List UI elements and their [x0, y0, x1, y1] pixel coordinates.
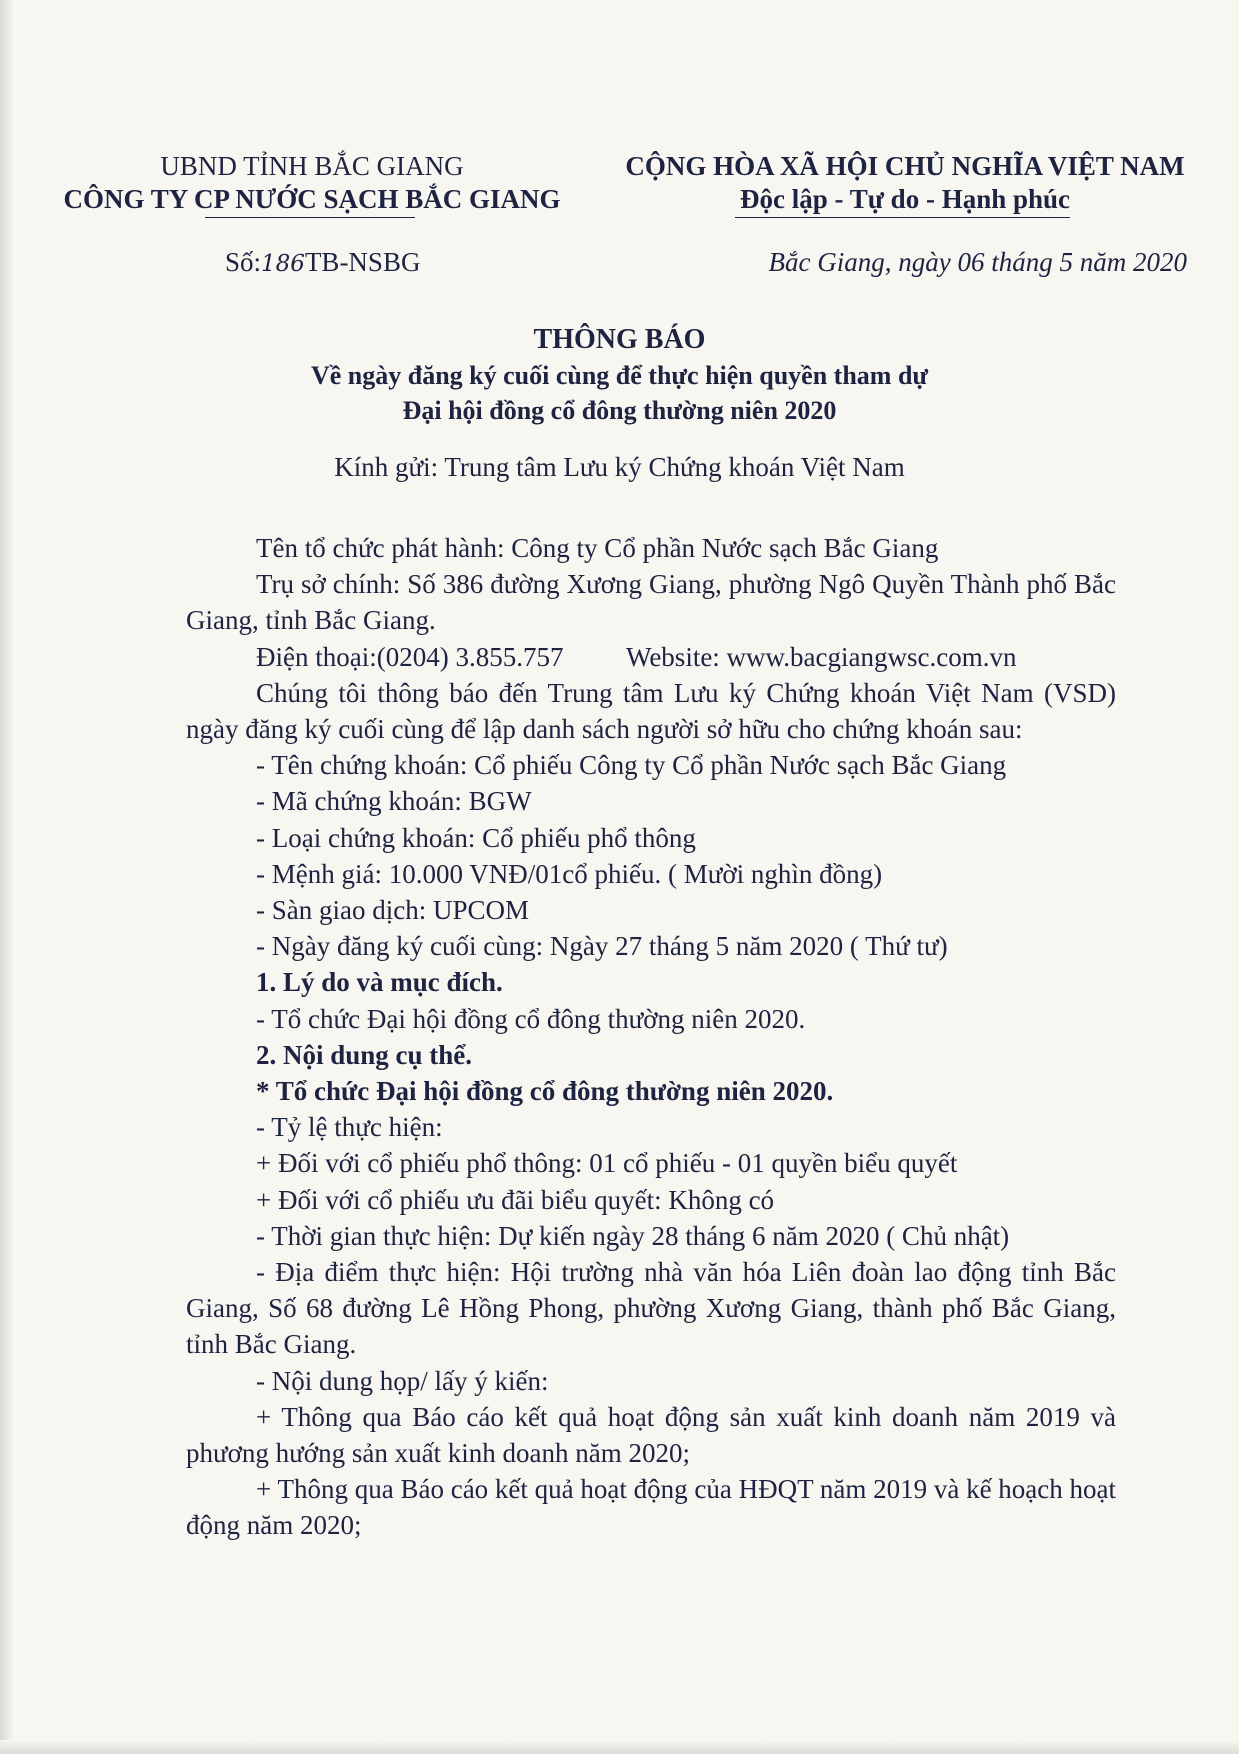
record-date: - Ngày đăng ký cuối cùng: Ngày 27 tháng 5 năm 2020 ( Thứ tư): [256, 931, 948, 962]
agenda-item-1: + Thông qua Báo cáo kết quả hoạt động sản xuất kinh doanh năm 2019 và phương hướng sản xuất kinh doanh năm 2020;: [186, 1401, 1116, 1469]
section-1-item: - Tổ chức Đại hội đồng cổ đông thường niên 2020.: [256, 1003, 806, 1034]
contact-row: [186, 639, 1116, 675]
recipient: Kính gửi: Trung tâm Lưu ký Chứng khoán Việt Nam: [334, 452, 905, 482]
document-body: [186, 530, 1116, 1544]
intro-paragraph: Chúng tôi thông báo đến Trung tâm Lưu ký Chứng khoán Việt Nam (VSD) ngày đăng ký cuối cùng để lập danh sách người sở hữu cho chứng khoán sau:: [186, 677, 1116, 745]
stock-type: - Loại chứng khoán: Cổ phiếu phổ thông: [256, 822, 696, 853]
ratio-preferred: + Đối với cổ phiếu ưu đãi biểu quyết: Không có: [256, 1184, 775, 1215]
address-line: Trụ sở chính: Số 386 đường Xương Giang, phường Ngô Quyền Thành phố Bắc Giang, tỉnh Bắc Giang.: [186, 569, 1116, 636]
exchange: - Sàn giao dịch: UPCOM: [256, 895, 529, 926]
agenda-item-2: + Thông qua Báo cáo kết quả hoạt động của HĐQT năm 2019 và kế hoạch hoạt động năm 2020;: [186, 1474, 1117, 1541]
time-line: - Thời gian thực hiện: Dự kiến ngày 28 tháng 6 năm 2020 ( Chủ nhật): [256, 1220, 1010, 1251]
doc-number-prefix: Số:: [225, 247, 262, 277]
section-2-subtitle: * Tổ chức Đại hội đồng cổ đông thường niên 2020.: [256, 1076, 834, 1107]
document-number: [225, 247, 420, 278]
header-rule-left: [205, 217, 415, 218]
website-line: Website: www.bacgiangwsc.com.vn: [626, 641, 1017, 672]
document-title: [0, 322, 1239, 428]
stock-code: - Mã chứng khoán: BGW: [256, 786, 532, 817]
venue-paragraph: - Địa điểm thực hiện: Hội trường nhà văn hóa Liên đoàn lao động tỉnh Bắc Giang, Số 68 đường Lê Hồng Phong, phường Xương Giang, thành phố Bắc Giang, tỉnh Bắc Giang.: [186, 1257, 1116, 1360]
authority-name: UBND TỈNH BẮC GIANG: [160, 151, 464, 181]
header-rule-right: [735, 217, 1070, 218]
national-header: [610, 150, 1200, 216]
ratio-line: - Tỷ lệ thực hiện:: [256, 1112, 443, 1143]
national-title: CỘNG HÒA XÃ HỘI CHỦ NGHĨA VIỆT NAM: [625, 151, 1185, 181]
national-motto: Độc lập - Tự do - Hạnh phúc: [739, 184, 1071, 214]
phone-line: Điện thoại:(0204) 3.855.757: [256, 641, 564, 672]
agenda-line: - Nội dung họp/ lấy ý kiến:: [256, 1365, 549, 1396]
title-sub-2: Đại hội đồng cổ đông thường niên 2020: [402, 396, 837, 425]
title-sub-1: Về ngày đăng ký cuối cùng để thực hiện quyền tham dự: [310, 361, 929, 390]
stock-name: - Tên chứng khoán: Cổ phiếu Công ty Cổ phần Nước sạch Bắc Giang: [256, 750, 1007, 781]
place-and-date: Bắc Giang, ngày 06 tháng 5 năm 2020: [768, 247, 1187, 277]
doc-number-suffix: TB-NSBG: [304, 247, 421, 277]
section-2-title: 2. Nội dung cụ thể.: [256, 1039, 473, 1070]
doc-number-handwritten: 186: [261, 251, 305, 277]
par-value: - Mệnh giá: 10.000 VNĐ/01cổ phiếu. ( Mười nghìn đồng): [256, 858, 883, 889]
issuer-line: Tên tổ chức phát hành: Công ty Cổ phần Nước sạch Bắc Giang: [256, 533, 939, 563]
scan-edge-bottom: [0, 1740, 1239, 1754]
scan-edge-left: [0, 0, 14, 1754]
section-1-title: 1. Lý do và mục đích.: [256, 967, 503, 998]
company-name: CÔNG TY CP NƯỚC SẠCH BẮC GIANG: [63, 184, 561, 214]
issuer-header: [52, 150, 572, 216]
ratio-common: + Đối với cổ phiếu phổ thông: 01 cổ phiếu - 01 quyền biểu quyết: [256, 1148, 958, 1179]
title-main: THÔNG BÁO: [533, 324, 706, 355]
